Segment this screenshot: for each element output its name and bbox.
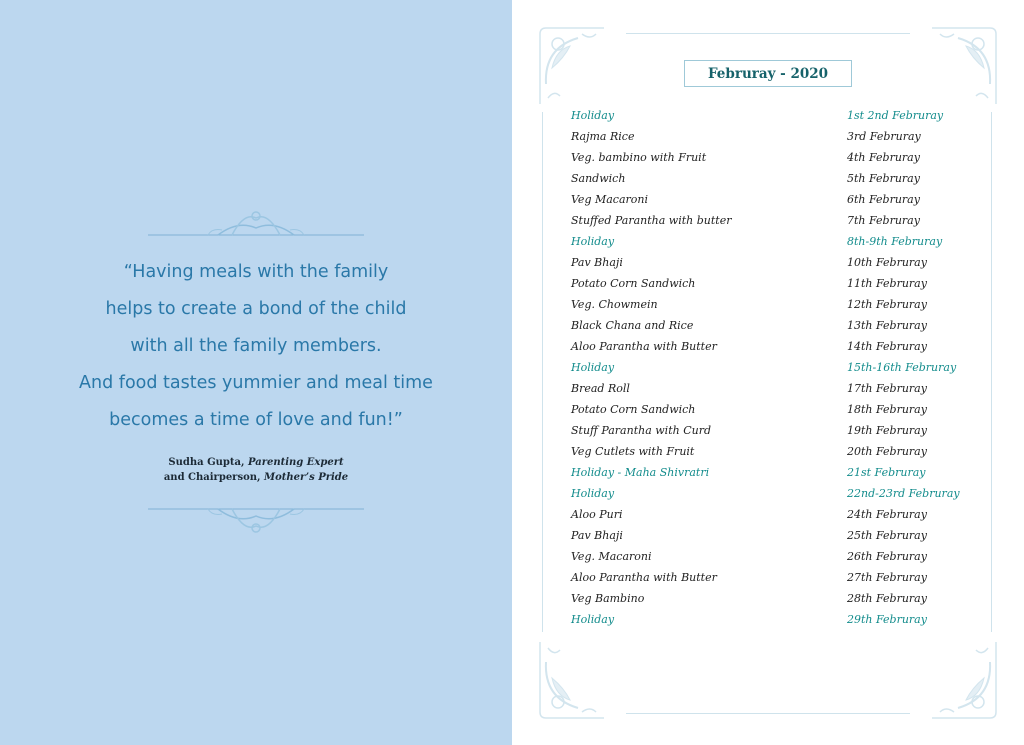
menu-item: Pav Bhaji	[571, 529, 623, 542]
corner-ornament-bottom-right-icon	[930, 640, 1002, 722]
menu-item: Rajma Rice	[571, 130, 635, 143]
holiday-row	[571, 105, 991, 126]
menu-item: Veg Macaroni	[571, 193, 649, 206]
menu-row	[571, 294, 991, 315]
frame-left-line	[542, 112, 543, 632]
menu-row	[571, 126, 991, 147]
menu-item: Stuffed Parantha with butter	[571, 214, 732, 227]
menu-date: 4th Februray	[847, 151, 920, 164]
author-name: Sudha Gupta,	[168, 457, 245, 468]
menu-date: 29th Februray	[847, 613, 927, 626]
menu-item: Holiday - Maha Shivratri	[571, 466, 710, 479]
holiday-row	[571, 609, 991, 630]
menu-item: Potato Corn Sandwich	[571, 277, 696, 290]
menu-item: Veg. Macaroni	[571, 550, 652, 563]
menu-date: 12th Februray	[847, 298, 927, 311]
menu-date: 10th Februray	[847, 256, 927, 269]
menu-row	[571, 441, 991, 462]
menu-row	[571, 378, 991, 399]
menu-date: 3rd Februray	[847, 130, 921, 143]
menu-row	[571, 399, 991, 420]
menu-item: Aloo Puri	[571, 508, 623, 521]
author-org: Mother’s Pride	[264, 472, 349, 483]
menu-date: 11th Februray	[847, 277, 927, 290]
menu-item: Veg Cutlets with Fruit	[571, 445, 695, 458]
menu-row	[571, 420, 991, 441]
menu-row	[571, 336, 991, 357]
menu-item: Holiday	[571, 361, 615, 374]
menu-date: 21st Februray	[847, 466, 926, 479]
holiday-row	[571, 357, 991, 378]
author-role: Parenting Expert	[247, 457, 344, 468]
menu-item: Potato Corn Sandwich	[571, 403, 696, 416]
menu-row	[571, 525, 991, 546]
holiday-row	[571, 483, 991, 504]
menu-row	[571, 189, 991, 210]
menu-date: 22nd-23rd Februray	[847, 487, 960, 500]
menu-date: 24th Februray	[847, 508, 927, 521]
menu-date: 14th Februray	[847, 340, 927, 353]
menu-item: Stuff Parantha with Curd	[571, 424, 711, 437]
menu-date: 1st 2nd Februray	[847, 109, 944, 122]
menu-row	[571, 147, 991, 168]
quote-attribution	[80, 455, 432, 485]
menu-item: Veg. bambino with Fruit	[571, 151, 707, 164]
menu-item: Veg Bambino	[571, 592, 645, 605]
menu-item: Pav Bhaji	[571, 256, 623, 269]
corner-ornament-top-left-icon	[534, 24, 606, 106]
menu-date: 20th Februray	[847, 445, 927, 458]
menu-item: Holiday	[571, 235, 615, 248]
author-line2-prefix: and Chairperson,	[163, 472, 261, 483]
menu-row	[571, 546, 991, 567]
menu-date: 17th Februray	[847, 382, 927, 395]
menu-date: 5th Februray	[847, 172, 920, 185]
holiday-row	[571, 231, 991, 252]
menu-item: Holiday	[571, 613, 615, 626]
menu-date: 19th Februray	[847, 424, 927, 437]
top-ornament-icon	[148, 206, 364, 240]
frame-bottom-line	[626, 713, 910, 714]
menu-item: Black Chana and Rice	[571, 319, 694, 332]
menu-item: Holiday	[571, 109, 615, 122]
menu-date: 15th-16th Februray	[847, 361, 957, 374]
holiday-row	[571, 462, 991, 483]
corner-ornament-top-right-icon	[930, 24, 1002, 106]
menu-date: 6th Februray	[847, 193, 920, 206]
menu-table	[571, 105, 991, 630]
menu-row	[571, 588, 991, 609]
frame-top-line	[626, 33, 910, 34]
menu-title: Februray - 2020	[684, 60, 852, 87]
menu-date: 18th Februray	[847, 403, 927, 416]
menu-row	[571, 273, 991, 294]
quote-line: helps to create a bond of the child	[105, 299, 407, 319]
quote-line: “Having meals with the family	[123, 262, 389, 282]
menu-item: Veg. Chowmein	[571, 298, 658, 311]
frame-right-line	[991, 112, 992, 632]
menu-date: 8th-9th Februray	[847, 235, 943, 248]
menu-row	[571, 315, 991, 336]
menu-row	[571, 168, 991, 189]
menu-row	[571, 252, 991, 273]
menu-date: 25th Februray	[847, 529, 927, 542]
corner-ornament-bottom-left-icon	[534, 640, 606, 722]
quote-line: with all the family members.	[130, 336, 382, 356]
quote-block	[40, 254, 472, 439]
quote-line: And food tastes yummier and meal time	[79, 373, 433, 393]
menu-item: Bread Roll	[571, 382, 630, 395]
menu-item: Holiday	[571, 487, 615, 500]
menu-date: 7th Februray	[847, 214, 920, 227]
quote-line: becomes a time of love and fun!”	[109, 410, 403, 430]
menu-row	[571, 210, 991, 231]
menu-row	[571, 567, 991, 588]
menu-date: 26th Februray	[847, 550, 927, 563]
menu-item: Sandwich	[571, 172, 626, 185]
bottom-ornament-icon	[148, 504, 364, 538]
menu-item: Aloo Parantha with Butter	[571, 571, 717, 584]
menu-item: Aloo Parantha with Butter	[571, 340, 717, 353]
menu-date: 28th Februray	[847, 592, 927, 605]
menu-row	[571, 504, 991, 525]
menu-date: 27th Februray	[847, 571, 927, 584]
menu-date: 13th Februray	[847, 319, 927, 332]
